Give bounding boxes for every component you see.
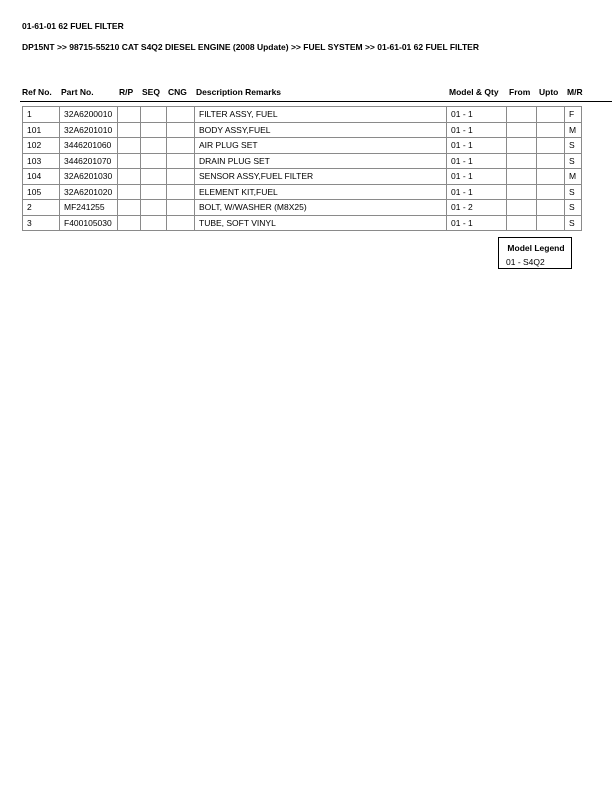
cell-part-no: MF241255 — [60, 200, 118, 216]
cell-cng — [167, 215, 195, 231]
cell-upto — [537, 215, 565, 231]
cell-from — [507, 169, 537, 185]
cell-ref-no: 104 — [23, 169, 60, 185]
cell-ref-no: 101 — [23, 122, 60, 138]
cell-ref-no: 3 — [23, 215, 60, 231]
cell-upto — [537, 122, 565, 138]
cell-mr: M — [565, 169, 582, 185]
cell-description: FILTER ASSY, FUEL — [195, 107, 447, 123]
cell-mr: M — [565, 122, 582, 138]
page-title: 01-61-01 62 FUEL FILTER — [22, 21, 124, 31]
cell-mr: S — [565, 138, 582, 154]
parts-table — [22, 106, 582, 231]
cell-seq — [141, 122, 167, 138]
cell-model-qty: 01 - 1 — [447, 215, 507, 231]
cell-description: BODY ASSY,FUEL — [195, 122, 447, 138]
table-row — [23, 200, 582, 216]
cell-ref-no: 105 — [23, 184, 60, 200]
header-rp: R/P — [119, 87, 134, 97]
cell-cng — [167, 138, 195, 154]
cell-from — [507, 107, 537, 123]
cell-model-qty: 01 - 1 — [447, 153, 507, 169]
cell-rp — [118, 200, 141, 216]
table-row — [23, 153, 582, 169]
cell-part-no: 32A6201010 — [60, 122, 118, 138]
header-divider — [20, 101, 612, 102]
cell-ref-no: 2 — [23, 200, 60, 216]
cell-description: ELEMENT KIT,FUEL — [195, 184, 447, 200]
cell-part-no: 3446201060 — [60, 138, 118, 154]
header-description: Description Remarks — [196, 87, 282, 97]
table-row — [23, 215, 582, 231]
cell-seq — [141, 215, 167, 231]
cell-description: SENSOR ASSY,FUEL FILTER — [195, 169, 447, 185]
cell-from — [507, 122, 537, 138]
legend-title: Model Legend — [507, 243, 565, 253]
cell-mr: F — [565, 107, 582, 123]
model-legend — [498, 237, 572, 269]
cell-cng — [167, 153, 195, 169]
cell-mr: S — [565, 200, 582, 216]
cell-ref-no: 102 — [23, 138, 60, 154]
cell-seq — [141, 153, 167, 169]
cell-ref-no: 1 — [23, 107, 60, 123]
cell-seq — [141, 169, 167, 185]
cell-mr: S — [565, 153, 582, 169]
cell-from — [507, 200, 537, 216]
cell-model-qty: 01 - 1 — [447, 184, 507, 200]
cell-model-qty: 01 - 1 — [447, 107, 507, 123]
cell-part-no: 32A6201020 — [60, 184, 118, 200]
cell-part-no: 3446201070 — [60, 153, 118, 169]
cell-mr: S — [565, 184, 582, 200]
cell-upto — [537, 107, 565, 123]
table-header — [0, 87, 612, 99]
table-row — [23, 184, 582, 200]
cell-from — [507, 153, 537, 169]
cell-ref-no: 103 — [23, 153, 60, 169]
cell-upto — [537, 169, 565, 185]
table-row — [23, 122, 582, 138]
header-seq: SEQ — [142, 87, 160, 97]
cell-upto — [537, 184, 565, 200]
table-row — [23, 107, 582, 123]
cell-rp — [118, 153, 141, 169]
legend-entry: 01 - S4Q2 — [506, 257, 545, 267]
table-row — [23, 169, 582, 185]
cell-model-qty: 01 - 1 — [447, 169, 507, 185]
cell-model-qty: 01 - 2 — [447, 200, 507, 216]
cell-description: TUBE, SOFT VINYL — [195, 215, 447, 231]
cell-upto — [537, 200, 565, 216]
header-cng: CNG — [168, 87, 187, 97]
cell-cng — [167, 122, 195, 138]
cell-description: DRAIN PLUG SET — [195, 153, 447, 169]
cell-seq — [141, 138, 167, 154]
cell-from — [507, 184, 537, 200]
header-ref-no: Ref No. — [22, 87, 52, 97]
header-part-no: Part No. — [61, 87, 94, 97]
cell-part-no: F400105030 — [60, 215, 118, 231]
cell-rp — [118, 107, 141, 123]
breadcrumb: DP15NT >> 98715-55210 CAT S4Q2 DIESEL ENGINE (2008 Update) >> FUEL SYSTEM >> 01-61-01 62 FUEL FILTER — [22, 42, 479, 52]
cell-seq — [141, 107, 167, 123]
cell-rp — [118, 215, 141, 231]
cell-model-qty: 01 - 1 — [447, 138, 507, 154]
cell-part-no: 32A6200010 — [60, 107, 118, 123]
cell-model-qty: 01 - 1 — [447, 122, 507, 138]
cell-seq — [141, 200, 167, 216]
cell-from — [507, 138, 537, 154]
cell-seq — [141, 184, 167, 200]
cell-part-no: 32A6201030 — [60, 169, 118, 185]
cell-mr: S — [565, 215, 582, 231]
header-mr: M/R — [567, 87, 583, 97]
cell-cng — [167, 200, 195, 216]
header-upto: Upto — [539, 87, 559, 97]
cell-upto — [537, 153, 565, 169]
table-row — [23, 138, 582, 154]
header-from: From — [509, 87, 531, 97]
cell-from — [507, 215, 537, 231]
cell-rp — [118, 122, 141, 138]
cell-description: BOLT, W/WASHER (M8X25) — [195, 200, 447, 216]
cell-cng — [167, 169, 195, 185]
cell-upto — [537, 138, 565, 154]
cell-rp — [118, 184, 141, 200]
cell-cng — [167, 184, 195, 200]
cell-description: AIR PLUG SET — [195, 138, 447, 154]
cell-cng — [167, 107, 195, 123]
cell-rp — [118, 138, 141, 154]
cell-rp — [118, 169, 141, 185]
header-model-qty: Model & Qty — [449, 87, 499, 97]
